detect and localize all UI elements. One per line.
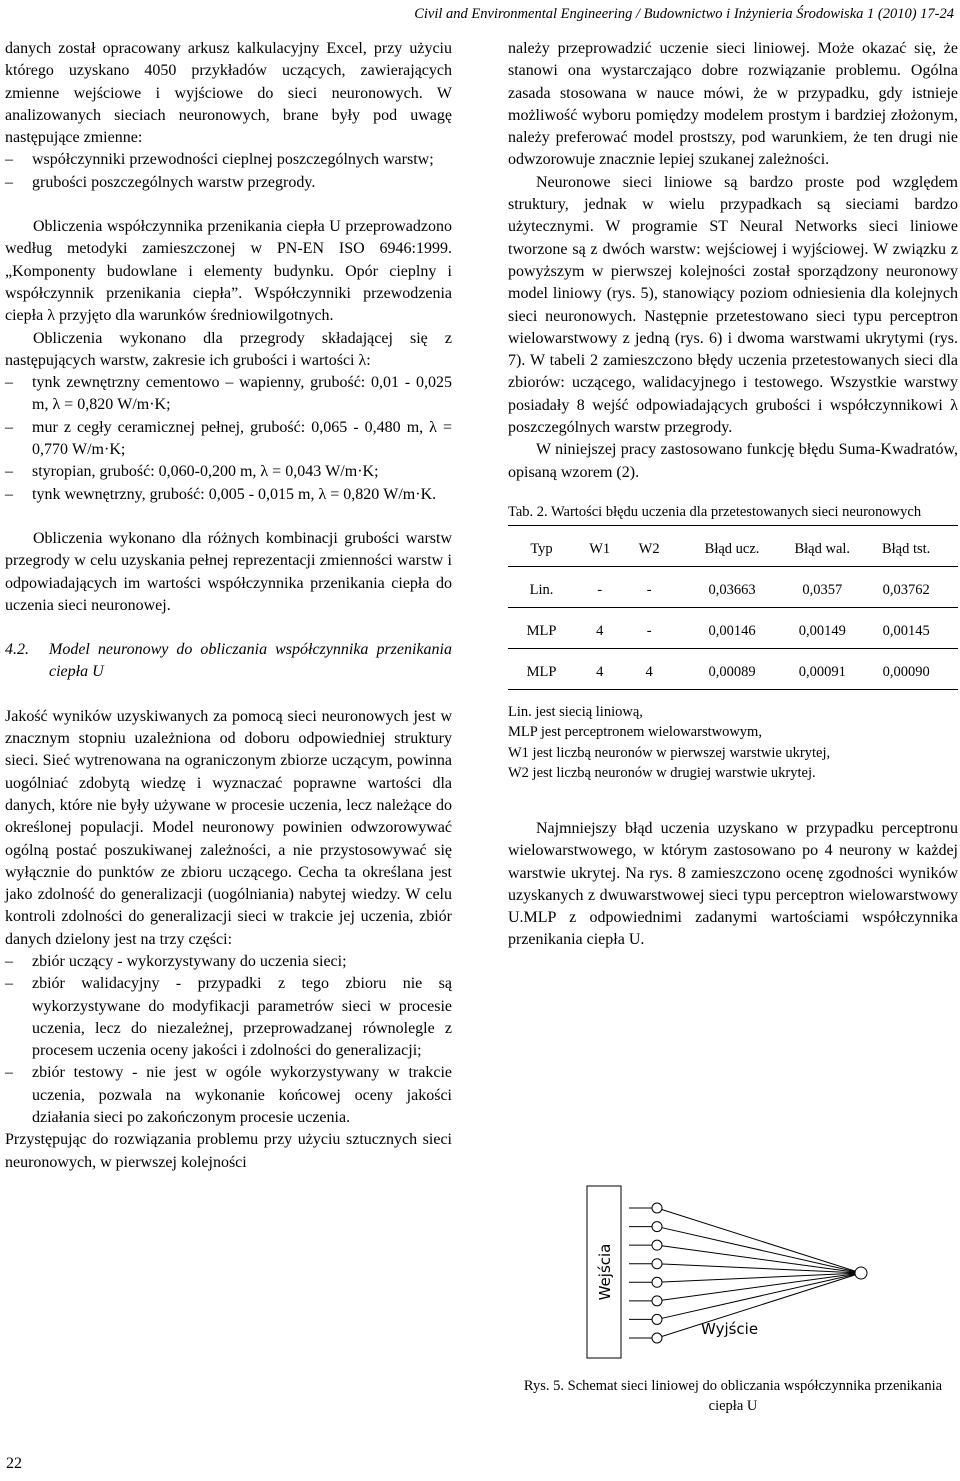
spacer: [5, 194, 452, 216]
table-cell: 0,03663: [708, 581, 756, 598]
input-node: [652, 1222, 662, 1232]
table-cell: 0,03762: [882, 581, 930, 598]
section-heading: [5, 639, 452, 684]
connection-line: [657, 1208, 861, 1273]
nodes: [652, 1203, 867, 1343]
table-cell: 4: [596, 663, 604, 680]
table-cell: 0,00146: [708, 622, 756, 639]
table-note: MLP jest perceptronem wielowarstwowym,: [508, 724, 762, 741]
list-item: – tynk wewnętrzny, grubość: 0,005 - 0,015 m, λ = 0,820 W/m·K.: [5, 484, 452, 506]
paragraph: należy przeprowadzić uczenie sieci liniowej. Może okazać się, że stanowi ona wystarczająco dobre rozwiązanie problemu. Ogólna zasada stosowana w nauce mówi, że w przypadku, gdy istnieje możliwość wyboru pomiędzy modelem prostym i bardziej złożonym, należy preferować model prostszy, pod warunkiem, że ten drugi nie odwzorowuje znacznie lepiej szukanej zależności.: [508, 40, 958, 169]
table-header-cell: W1: [589, 540, 611, 557]
table-header-cell: Błąd wal.: [794, 540, 851, 557]
table-cell: -: [646, 622, 652, 639]
table-cell: Lin.: [529, 581, 554, 598]
table-cell: 4: [596, 622, 604, 639]
list-item: – zbiór walidacyjny - przypadki z tego zbioru nie są wykorzystywane do modyfikacji parametrów sieci w procesie uczenia, lecz do niezależnej, przeprowadzanej równolegle z procesem uczenia oceny jakości i zdolności do generalizacji;: [5, 973, 452, 1062]
table-cell: MLP: [526, 622, 557, 639]
spacer: [5, 617, 452, 639]
output-node: [855, 1267, 867, 1279]
section-number: 4.2.: [5, 641, 29, 659]
table-header-cell: W2: [638, 540, 660, 557]
table-cell: 0,00091: [798, 663, 846, 680]
input-node: [652, 1277, 662, 1287]
layers-list: [5, 372, 452, 506]
paragraph: W niniejszej pracy zastosowano funkcję błędu Suma-Kwadratów, opisaną wzorem (2).: [508, 441, 958, 481]
table-cell: -: [646, 581, 652, 598]
sets-list: [5, 951, 452, 1129]
network-diagram: [583, 1180, 883, 1370]
connections: [629, 1208, 861, 1338]
input-node: [652, 1240, 662, 1250]
table-note: Lin. jest siecią liniową,: [508, 703, 643, 720]
paragraph: danych został opracowany arkusz kalkulacyjny Excel, przy użyciu którego uzyskano 4050 przykładów uczących, zawierających zmienne wejściowe i wyjściowe do sieci neuronowych. W analizowanych sieciach neuronowych, brane były pod uwagę następujące zmienne:: [5, 40, 452, 147]
error-table: [508, 525, 958, 690]
figure-caption: Rys. 5. Schemat sieci liniowej do obliczania współczynnika przenikania ciepła U: [523, 1378, 943, 1414]
paragraph: Obliczenia wykonano dla przegrody składającej się z następujących warstw, zakresie ich grubości i wartości λ:: [5, 329, 452, 369]
list-item: – współczynniki przewodności cieplnej poszczególnych warstw;: [5, 149, 452, 171]
input-node: [652, 1203, 662, 1213]
spacer: [5, 506, 452, 528]
table-row: [508, 566, 958, 607]
table-cell: -: [597, 581, 603, 598]
table-row: [508, 607, 958, 648]
table-header-cell: Błąd ucz.: [704, 540, 760, 557]
input-node: [652, 1314, 662, 1324]
table-cell: 4: [645, 663, 653, 680]
running-header: Civil and Environmental Engineering / Budownictwo i Inżynieria Środowiska 1 (2010) 17-24: [414, 6, 954, 22]
list-item: – zbiór uczący - wykorzystywany do uczenia sieci;: [5, 951, 452, 973]
variables-list: [5, 149, 452, 194]
table-header-row: [508, 525, 958, 566]
table-note: W1 jest liczbą neuronów w pierwszej warstwie ukrytej,: [508, 744, 831, 761]
paragraph: Przystępując do rozwiązania problemu przy użyciu sztucznych sieci neuronowych, w pierwszej kolejności: [5, 1131, 452, 1171]
paragraph: Jakość wyników uzyskiwanych za pomocą sieci neuronowych jest w znacznym stopniu uzależniona od doboru odpowiedniej struktury sieci. Sieć wytrenowana na ograniczonym zbiorze uczącym, powinna uogólniać zdobytą wiedzę i wyznaczać poprawne wartości dla danych, które nie były używane w procesie uczenia, lecz należące do określonej populacji. Model neuronowy powinien odwzorowywać ogólną postać poszukiwanej zależności, a nie przystosowywać się wyłącznie do punktów ze zbioru uczącego. Cecha ta określana jest jako zdolność do generalizacji (uogólniania) nabytej wiedzy. W celu kontroli zdolności do generalizacji sieci w trakcie jej uczenia, zbiór danych dzielony jest na trzy części:: [5, 707, 452, 948]
spacer: [508, 806, 958, 818]
input-node: [652, 1259, 662, 1269]
connection-line: [657, 1273, 861, 1338]
table-cell: 0,00145: [882, 622, 930, 639]
spacer: [508, 784, 958, 806]
output-label: Wyjście: [701, 1320, 759, 1338]
section-title: Model neuronowy do obliczania współczynnika przenikania ciepła U: [49, 641, 452, 681]
list-item: – zbiór testowy - nie jest w ogóle wykorzystywany w trakcie uczenia, pozwala na wykonanie końcowej oceny jakości działania sieci po zakończonym procesie uczenia.: [5, 1062, 452, 1129]
left-column: [5, 38, 452, 1174]
spacer: [5, 684, 452, 706]
table-cell: 0,0357: [802, 581, 843, 598]
input-label: Wejścia: [596, 1243, 614, 1301]
table-header-cell: Typ: [530, 540, 553, 557]
list-item: – grubości poszczególnych warstw przegrody.: [5, 172, 452, 194]
table-cell: MLP: [526, 663, 557, 680]
paragraph: Najmniejszy błąd uczenia uzyskano w przypadku perceptronu wielowarstwowego, w którym zastosowano po 4 neurony w każdej warstwie ukrytej. Na rys. 8 zamieszczono ocenę zgodności wyników uzyskanych z dwuwarstwowej sieci typu perceptron wielowarstwowy U.MLP z odpowiednimi zadanymi wartościami współczynnika przenikania ciepła U.: [508, 819, 958, 949]
figure-linear-network: [508, 1180, 958, 1416]
paragraph: Obliczenia współczynnika przenikania ciepła U przeprowadzono według metodyki zamieszczonej w PN-EN ISO 6946:1999. „Komponenty budowlane i elementy budynku. Opór cieplny i współczynnik przenikania ciepła”. Współczynniki przewodzenia ciepła λ przyjęto dla warunków średniowilgotnych.: [5, 218, 452, 325]
paragraph: Neuronowe sieci liniowe są bardzo proste pod względem struktury, jednak w wielu przypadkach są sieciami bardzo użytecznymi. W programie ST Neural Networks sieci liniowe tworzone są z dwóch warstw: wejściowej i wyjściowej. W związku z powyższym w pierwszej kolejności został sporządzony neuronowy model liniowy (rys. 5), stanowiący poziom odniesienia dla kolejnych sieci neuronowych. Następnie przetestowano sieci typu perceptron wielowarstwowy z jedną (rys. 6) i dwoma warstwami ukrytymi (rys. 7). W tabeli 2 zamieszczono błędy uczenia przetestowanych sieci dla zbiorów: uczącego, walidacyjnego i testowego. Wszystkie warstwy posiadały 8 wejść odpowiadających grubości i współczynnikowi λ poszczególnych warstw przegrody.: [508, 173, 958, 437]
page-number: 22: [6, 1455, 22, 1472]
list-item: – styropian, grubość: 0,060-0,200 m, λ = 0,043 W/m·K;: [5, 461, 452, 483]
list-item: – mur z cegły ceramicznej pełnej, grubość: 0,065 - 0,480 m, λ = 0,770 W/m·K;: [5, 417, 452, 462]
input-node: [652, 1333, 662, 1343]
table-notes: [508, 702, 958, 784]
table-caption: Tab. 2. Wartości błędu uczenia dla przetestowanych sieci neuronowych: [508, 503, 922, 520]
table-cell: 0,00089: [708, 663, 756, 680]
table-cell: 0,00090: [882, 663, 930, 680]
paragraph: Obliczenia wykonano dla różnych kombinacji grubości warstw przegrody w celu uzyskania pełnej reprezentacji zmienności warstw i odpowiadających im wartości współczynnika przenikania ciepła do uczenia sieci neuronowej.: [5, 529, 452, 614]
input-node: [652, 1296, 662, 1306]
right-column: [508, 38, 958, 952]
table-header-cell: Błąd tst.: [881, 540, 931, 557]
table-note: W2 jest liczbą neuronów w drugiej warstwie ukrytej.: [508, 765, 816, 782]
list-item: – tynk zewnętrzny cementowo – wapienny, grubość: 0,01 - 0,025 m, λ = 0,820 W/m·K;: [5, 372, 452, 417]
table-cell: 0,00149: [798, 622, 846, 639]
table-row: [508, 648, 958, 689]
